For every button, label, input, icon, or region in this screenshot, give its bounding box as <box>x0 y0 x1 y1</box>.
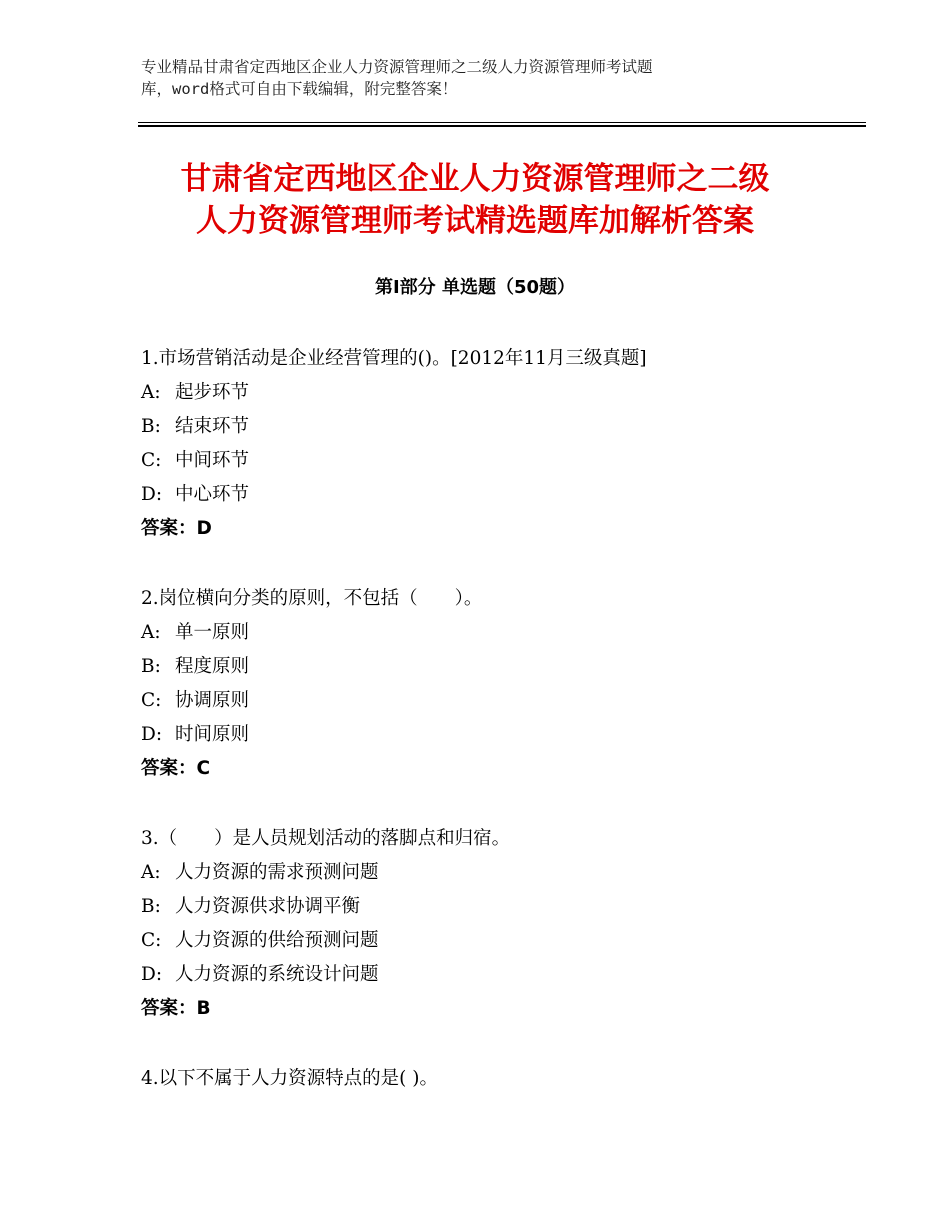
option-letter: B: <box>141 656 161 677</box>
option-c <box>141 924 861 958</box>
question-stem: 2.岗位横向分类的原则，不包括（ ）。 <box>141 588 483 609</box>
section-heading: 第Ⅰ部分 单选题（50题） <box>374 277 575 298</box>
option-d <box>141 958 861 992</box>
option-letter: B: <box>141 416 161 437</box>
question-stem: 3.（ ）是人员规划活动的落脚点和归宿。 <box>141 828 511 849</box>
option-d <box>141 478 861 512</box>
question-stem: 4.以下不属于人力资源特点的是( )。 <box>141 1068 438 1089</box>
answer-line: 答案：D <box>141 518 212 539</box>
option-text: 起步环节 <box>175 382 250 403</box>
question-stem: 1.市场营销活动是企业经营管理的()。[2012年11月三级真题] <box>141 348 647 369</box>
document-title <box>90 158 860 242</box>
option-d <box>141 718 861 752</box>
option-letter: D: <box>141 964 163 985</box>
document-title-line-1: 甘肃省定西地区企业人力资源管理师之二级 <box>180 161 770 197</box>
option-a <box>141 856 861 890</box>
question-2 <box>141 582 861 786</box>
option-letter: D: <box>141 484 163 505</box>
header-divider-top <box>138 122 866 123</box>
option-text: 人力资源供求协调平衡 <box>175 896 361 917</box>
option-letter: C: <box>141 930 162 951</box>
option-a <box>141 376 861 410</box>
option-text: 人力资源的供给预测问题 <box>175 930 379 951</box>
header-divider-bottom <box>138 125 866 127</box>
option-c <box>141 684 861 718</box>
option-text: 单一原则 <box>175 622 250 643</box>
option-c <box>141 444 861 478</box>
option-letter: C: <box>141 450 162 471</box>
option-text: 人力资源的需求预测问题 <box>175 862 379 883</box>
option-text: 结束环节 <box>175 416 250 437</box>
option-letter: A: <box>141 862 161 883</box>
option-text: 协调原则 <box>175 690 250 711</box>
option-text: 中间环节 <box>175 450 250 471</box>
header-note-line-2: 库，word格式可自由下载编辑，附完整答案！ <box>141 80 458 98</box>
option-letter: B: <box>141 896 161 917</box>
question-4 <box>141 1062 861 1096</box>
document-title-line-2: 人力资源管理师考试精选题库加解析答案 <box>196 203 754 239</box>
question-list <box>141 342 861 1132</box>
option-a <box>141 616 861 650</box>
option-letter: A: <box>141 382 161 403</box>
option-text: 人力资源的系统设计问题 <box>175 964 379 985</box>
answer-line: 答案：C <box>141 758 211 779</box>
option-letter: C: <box>141 690 162 711</box>
option-b <box>141 890 861 924</box>
option-letter: D: <box>141 724 163 745</box>
option-text: 中心环节 <box>175 484 250 505</box>
question-1 <box>141 342 861 546</box>
option-text: 时间原则 <box>175 724 250 745</box>
question-3 <box>141 822 861 1026</box>
option-text: 程度原则 <box>175 656 250 677</box>
answer-line: 答案：B <box>141 998 211 1019</box>
header-note <box>141 56 801 100</box>
option-b <box>141 650 861 684</box>
option-b <box>141 410 861 444</box>
header-note-line-1: 专业精品甘肃省定西地区企业人力资源管理师之二级人力资源管理师考试题 <box>141 58 653 76</box>
option-letter: A: <box>141 622 161 643</box>
